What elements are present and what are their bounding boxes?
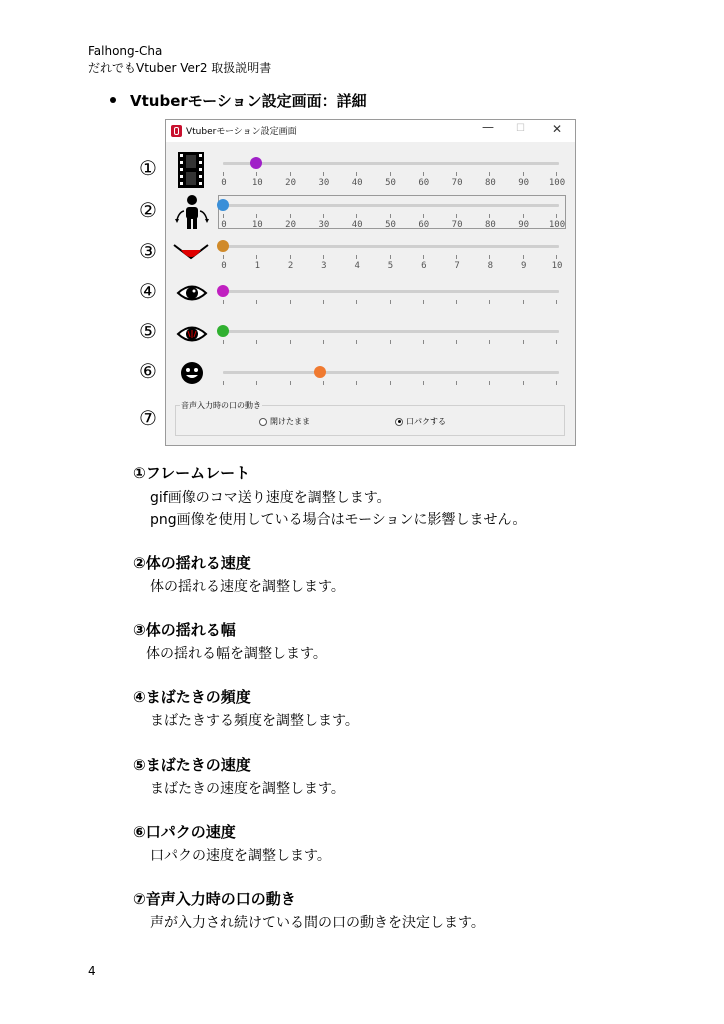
slider-tick: [456, 381, 457, 385]
slider-track[interactable]: [223, 162, 559, 165]
slider-tick: [290, 172, 291, 176]
slider-tick-label: 30: [318, 178, 330, 188]
blink-speed-slider[interactable]: [220, 313, 564, 353]
slider-tick: [356, 381, 357, 385]
settings-window: [139, 119, 576, 446]
section-7-line-1: 声が入力され続けている間の口の動きを決定します。: [150, 915, 485, 931]
slider-tick-label: 4: [354, 261, 360, 271]
slider-tick: [290, 214, 291, 218]
slider-tick: [290, 300, 291, 304]
slider-tick: [423, 300, 424, 304]
slider-tick: [223, 381, 224, 385]
slider-tick: [223, 255, 224, 259]
marker-4: ④: [139, 279, 157, 303]
slider-tick-label: 9: [520, 261, 527, 271]
slider-tick: [523, 214, 524, 218]
sway-width-icon: [172, 242, 210, 264]
slider-tick-label: 60: [418, 178, 430, 188]
section-title-3: ③体の揺れる幅: [133, 621, 236, 639]
slider-tick: [456, 340, 457, 344]
radio-keep-open-circle[interactable]: [259, 418, 267, 426]
slider-tick: [556, 255, 557, 259]
slider-tick: [390, 255, 391, 259]
slider-tick: [423, 172, 424, 176]
slider-tick: [556, 340, 557, 344]
close-button[interactable]: ✕: [552, 122, 563, 136]
section-title-7: ⑦音声入力時の口の動き: [133, 890, 296, 908]
slider-tick-label: 10: [251, 220, 263, 230]
section-3-line-1: 体の揺れる幅を調整します。: [146, 646, 327, 662]
slider-tick: [556, 214, 557, 218]
slider-tick: [323, 381, 324, 385]
slider-tick: [290, 381, 291, 385]
lipsync-speed-slider[interactable]: [220, 354, 564, 394]
slider-tick: [523, 172, 524, 176]
slider-tick-label: 1: [254, 261, 261, 271]
marker-5: ⑤: [139, 319, 157, 343]
slider-tick-label: 70: [451, 178, 463, 188]
slider-tick: [256, 300, 257, 304]
slider-tick-label: 6: [421, 261, 427, 271]
slider-tick-label: 40: [351, 220, 363, 230]
section-1-line-1: gif画像のコマ送り速度を調整します。: [150, 490, 391, 506]
slider-tick: [523, 300, 524, 304]
section-title-1: ①フレームレート: [133, 464, 251, 482]
slider-tick-label: 20: [285, 220, 297, 230]
slider-tick: [523, 340, 524, 344]
bullet-title-text: Vtuberモーション設定画面：詳細: [130, 92, 367, 110]
window-title: Vtuberモーション設定画面: [186, 127, 297, 137]
slider-tick-label: 80: [484, 220, 496, 230]
slider-tick-label: 0: [221, 178, 227, 188]
slider-tick-label: 10: [251, 178, 263, 188]
slider-tick: [223, 300, 224, 304]
slider-tick-label: 80: [484, 178, 496, 188]
slider-tick: [356, 255, 357, 259]
slider-tick-label: 50: [385, 220, 396, 230]
slider-thumb[interactable]: [250, 157, 262, 169]
slider-tick: [256, 340, 257, 344]
slider-tick: [356, 214, 357, 218]
radio-keep-open[interactable]: [259, 416, 310, 427]
mouth-motion-group-label: 音声入力時の口の動き: [181, 401, 261, 410]
section-4-line-1: まばたきする頻度を調整します。: [150, 713, 359, 729]
slider-tick: [489, 172, 490, 176]
bullet-title: [110, 90, 367, 111]
marker-1: ①: [139, 156, 157, 180]
section-title-6: ⑥口パクの速度: [133, 823, 236, 841]
slider-tick-label: 3: [321, 261, 327, 271]
film-strip-icon: [178, 152, 204, 188]
slider-tick: [423, 255, 424, 259]
slider-thumb[interactable]: [217, 325, 229, 337]
slider-tick: [489, 214, 490, 218]
maximize-button[interactable]: ☐: [516, 123, 525, 134]
slider-tick: [356, 340, 357, 344]
slider-tick: [556, 300, 557, 304]
slider-tick: [256, 381, 257, 385]
eye-closing-icon: [176, 323, 208, 345]
radio-lipsync[interactable]: [395, 416, 446, 427]
slider-tick: [423, 381, 424, 385]
slider-tick-label: 5: [387, 261, 394, 271]
window-titlebar[interactable]: [166, 120, 575, 142]
body-sway-width-slider[interactable]: [220, 228, 564, 271]
slider-tick: [489, 381, 490, 385]
slider-tick: [356, 300, 357, 304]
slider-tick: [256, 172, 257, 176]
slider-tick: [290, 340, 291, 344]
slider-tick-label: 0: [221, 261, 227, 271]
slider-tick-label: 0: [221, 220, 227, 230]
slider-tick: [556, 172, 557, 176]
slider-tick: [356, 172, 357, 176]
slider-tick-label: 10: [551, 261, 563, 271]
slider-tick-label: 40: [351, 178, 363, 188]
slider-tick-label: 2: [287, 261, 294, 271]
slider-thumb[interactable]: [314, 366, 326, 378]
slider-track[interactable]: [223, 204, 559, 207]
eye-icon: [176, 282, 208, 304]
slider-tick: [456, 300, 457, 304]
slider-tick: [523, 255, 524, 259]
section-2-line-1: 体の揺れる速度を調整します。: [150, 579, 345, 595]
slider-tick: [323, 340, 324, 344]
slider-tick: [256, 214, 257, 218]
page-number: 4: [88, 964, 96, 978]
slider-tick: [390, 340, 391, 344]
slider-tick: [323, 214, 324, 218]
slider-tick: [223, 172, 224, 176]
slider-tick: [489, 300, 490, 304]
framerate-slider[interactable]: [220, 145, 566, 188]
slider-tick-label: 70: [451, 220, 463, 230]
slider-tick: [390, 381, 391, 385]
slider-thumb[interactable]: [217, 199, 229, 211]
slider-tick-label: 7: [454, 261, 460, 271]
section-5-line-1: まばたきの速度を調整します。: [150, 781, 345, 797]
slider-track[interactable]: [223, 290, 559, 293]
slider-tick: [456, 255, 457, 259]
slider-thumb[interactable]: [217, 240, 229, 252]
slider-track[interactable]: [223, 371, 559, 374]
slider-tick: [223, 340, 224, 344]
app-icon: [171, 125, 182, 137]
header-doc-title: だれでもVtuber Ver2 取扱説明書: [88, 61, 272, 75]
slider-tick: [390, 300, 391, 304]
minimize-button[interactable]: —: [482, 120, 494, 134]
body-sway-speed-slider[interactable]: [220, 187, 566, 230]
slider-tick: [323, 172, 324, 176]
blink-frequency-slider[interactable]: [220, 273, 564, 313]
slider-track[interactable]: [223, 245, 559, 248]
header-author: Falhong-Cha: [88, 44, 163, 58]
slider-tick-label: 90: [518, 220, 530, 230]
slider-tick: [290, 255, 291, 259]
slider-tick-label: 30: [318, 220, 330, 230]
slider-tick-label: 60: [418, 220, 430, 230]
radio-lipsync-circle[interactable]: [395, 418, 403, 426]
slider-tick: [489, 340, 490, 344]
marker-6: ⑥: [139, 359, 157, 383]
slider-tick: [556, 381, 557, 385]
slider-thumb[interactable]: [217, 285, 229, 297]
radio-lipsync-label: 口パクする: [406, 417, 446, 426]
bullet-dot-icon: [110, 97, 116, 103]
section-6-line-1: 口パクの速度を調整します。: [150, 848, 331, 864]
slider-tick: [423, 340, 424, 344]
slider-tick: [456, 214, 457, 218]
slider-tick-label: 100: [548, 220, 566, 230]
section-title-2: ②体の揺れる速度: [133, 554, 251, 572]
slider-tick: [523, 381, 524, 385]
slider-tick: [456, 172, 457, 176]
slider-tick: [256, 255, 257, 259]
slider-tick-label: 90: [518, 178, 530, 188]
slider-tick-label: 20: [285, 178, 297, 188]
slider-tick-label: 100: [548, 178, 566, 188]
slider-tick-label: 50: [385, 178, 396, 188]
slider-tick-label: 8: [487, 261, 494, 271]
slider-tick: [390, 214, 391, 218]
marker-7: ⑦: [139, 406, 157, 430]
radio-keep-open-label: 開けたまま: [270, 417, 310, 426]
section-title-4: ④まばたきの頻度: [133, 688, 251, 706]
section-1-line-2: png画像を使用している場合はモーションに影響しません。: [150, 512, 527, 528]
person-sway-icon: [174, 194, 210, 230]
marker-3: ③: [139, 239, 157, 263]
slider-tick: [323, 300, 324, 304]
smile-face-icon: [180, 361, 204, 385]
marker-2: ②: [139, 198, 157, 222]
slider-tick: [223, 214, 224, 218]
slider-tick: [390, 172, 391, 176]
slider-tick: [323, 255, 324, 259]
slider-tick: [423, 214, 424, 218]
section-title-5: ⑤まばたきの速度: [133, 756, 251, 774]
slider-track[interactable]: [223, 330, 559, 333]
slider-tick: [489, 255, 490, 259]
